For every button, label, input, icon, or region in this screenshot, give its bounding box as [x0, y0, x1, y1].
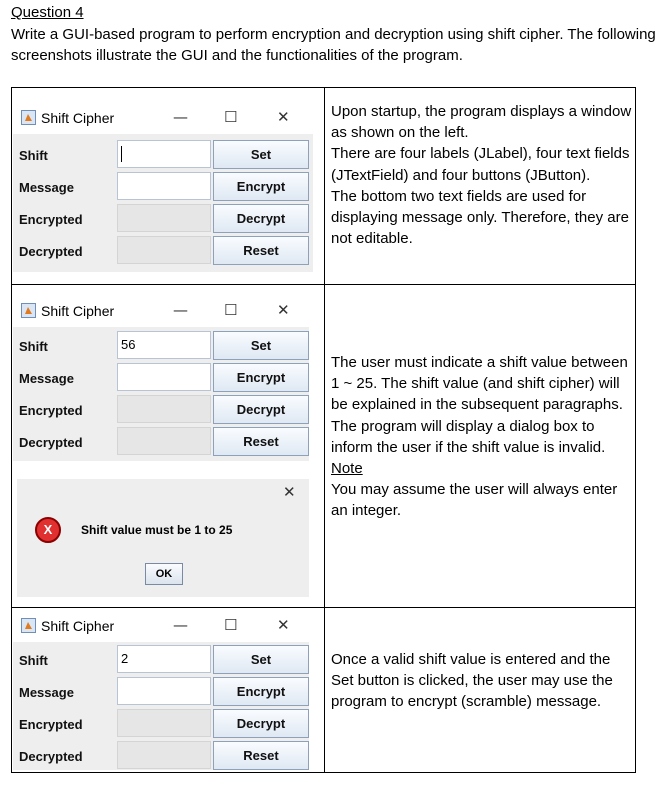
ok-button[interactable]: OK [145, 563, 183, 585]
encrypted-label: Encrypted [19, 717, 83, 732]
message-field[interactable] [117, 363, 211, 391]
text-caret [121, 146, 122, 162]
maximize-icon[interactable]: ☐ [224, 616, 238, 634]
message-label: Message [19, 685, 74, 700]
java-app-icon [21, 110, 36, 125]
decrypted-label: Decrypted [19, 435, 83, 450]
shift-label: Shift [19, 653, 48, 668]
shift-cipher-window-startup [13, 102, 313, 272]
question-intro: Write a GUI-based program to perform encryption and decryption using shift cipher. The following screenshots illustrate the GUI and the functionalities of the program. [11, 26, 656, 64]
decrypted-label: Decrypted [19, 244, 83, 259]
maximize-icon[interactable]: ☐ [224, 301, 238, 319]
title-bar [13, 102, 313, 134]
set-button[interactable]: Set [213, 645, 309, 674]
maximize-icon[interactable]: ☐ [224, 108, 238, 126]
decrypt-button[interactable]: Decrypt [213, 204, 309, 233]
message-field[interactable] [117, 172, 211, 200]
window-title: Shift Cipher [41, 618, 115, 634]
decrypted-label: Decrypted [19, 749, 83, 764]
java-app-icon [21, 618, 36, 633]
decrypt-button[interactable]: Decrypt [213, 709, 309, 738]
message-label: Message [19, 371, 74, 386]
shift-cipher-window-valid [13, 610, 309, 770]
description-invalid [331, 352, 633, 522]
desc-paragraph: The user must indicate a shift value between 1 ~ 25. The shift value (and shift cipher) will be explained in the subsequent paragraphs. [331, 354, 628, 414]
shift-field[interactable]: 56 [117, 331, 211, 359]
note-text: You may assume the user will always enter an integer. [331, 481, 618, 520]
shift-label: Shift [19, 339, 48, 354]
encrypted-field [117, 709, 211, 737]
title-bar [13, 295, 309, 327]
dialog-message: Shift value must be 1 to 25 [81, 523, 233, 537]
reset-button[interactable]: Reset [213, 427, 309, 456]
java-app-icon [21, 303, 36, 318]
close-icon[interactable]: ✕ [277, 616, 290, 634]
question-title: Question 4 [11, 4, 84, 21]
desc-paragraph: The bottom two text fields are used for displaying message only. Therefore, they are not editable. [331, 187, 629, 248]
note-heading: Note [331, 460, 363, 478]
shift-field[interactable] [117, 140, 211, 168]
title-bar [13, 610, 309, 642]
decrypted-field [117, 741, 211, 769]
shift-label: Shift [19, 148, 48, 163]
desc-paragraph: The program will display a dialog box to inform the user if the shift value is invalid. [331, 417, 606, 456]
shift-cipher-window-invalid [13, 295, 309, 461]
set-button[interactable]: Set [213, 331, 309, 360]
close-icon[interactable]: ✕ [277, 301, 290, 319]
error-dialog [17, 479, 309, 597]
close-icon[interactable]: ✕ [283, 483, 296, 501]
minimize-icon[interactable]: — [173, 616, 188, 634]
desc-paragraph: Upon startup, the program displays a window as shown on the left. [331, 103, 632, 142]
window-title: Shift Cipher [41, 110, 115, 126]
reset-button[interactable]: Reset [213, 236, 309, 265]
reset-button[interactable]: Reset [213, 741, 309, 770]
encrypt-button[interactable]: Encrypt [213, 363, 309, 392]
close-icon[interactable]: ✕ [277, 108, 290, 126]
encrypt-button[interactable]: Encrypt [213, 677, 309, 706]
minimize-icon[interactable]: — [173, 108, 188, 126]
window-title: Shift Cipher [41, 303, 115, 319]
message-label: Message [19, 180, 74, 195]
encrypt-button[interactable]: Encrypt [213, 172, 309, 201]
shift-field[interactable]: 2 [117, 645, 211, 673]
encrypted-label: Encrypted [19, 212, 83, 227]
description-valid [331, 649, 633, 713]
decrypted-field [117, 427, 211, 455]
minimize-icon[interactable]: — [173, 301, 188, 319]
encrypted-label: Encrypted [19, 403, 83, 418]
encrypted-field [117, 395, 211, 423]
desc-paragraph: Once a valid shift value is entered and the Set button is clicked, the user may use the program to encrypt (scramble) message. [331, 651, 613, 711]
set-button[interactable]: Set [213, 140, 309, 169]
decrypt-button[interactable]: Decrypt [213, 395, 309, 424]
description-startup [331, 101, 633, 249]
decrypted-field [117, 236, 211, 264]
desc-paragraph: There are four labels (JLabel), four text fields (JTextField) and four buttons (JButton). [331, 145, 630, 184]
screenshot-table [11, 87, 636, 773]
message-field[interactable] [117, 677, 211, 705]
error-icon: X [35, 517, 61, 543]
encrypted-field [117, 204, 211, 232]
